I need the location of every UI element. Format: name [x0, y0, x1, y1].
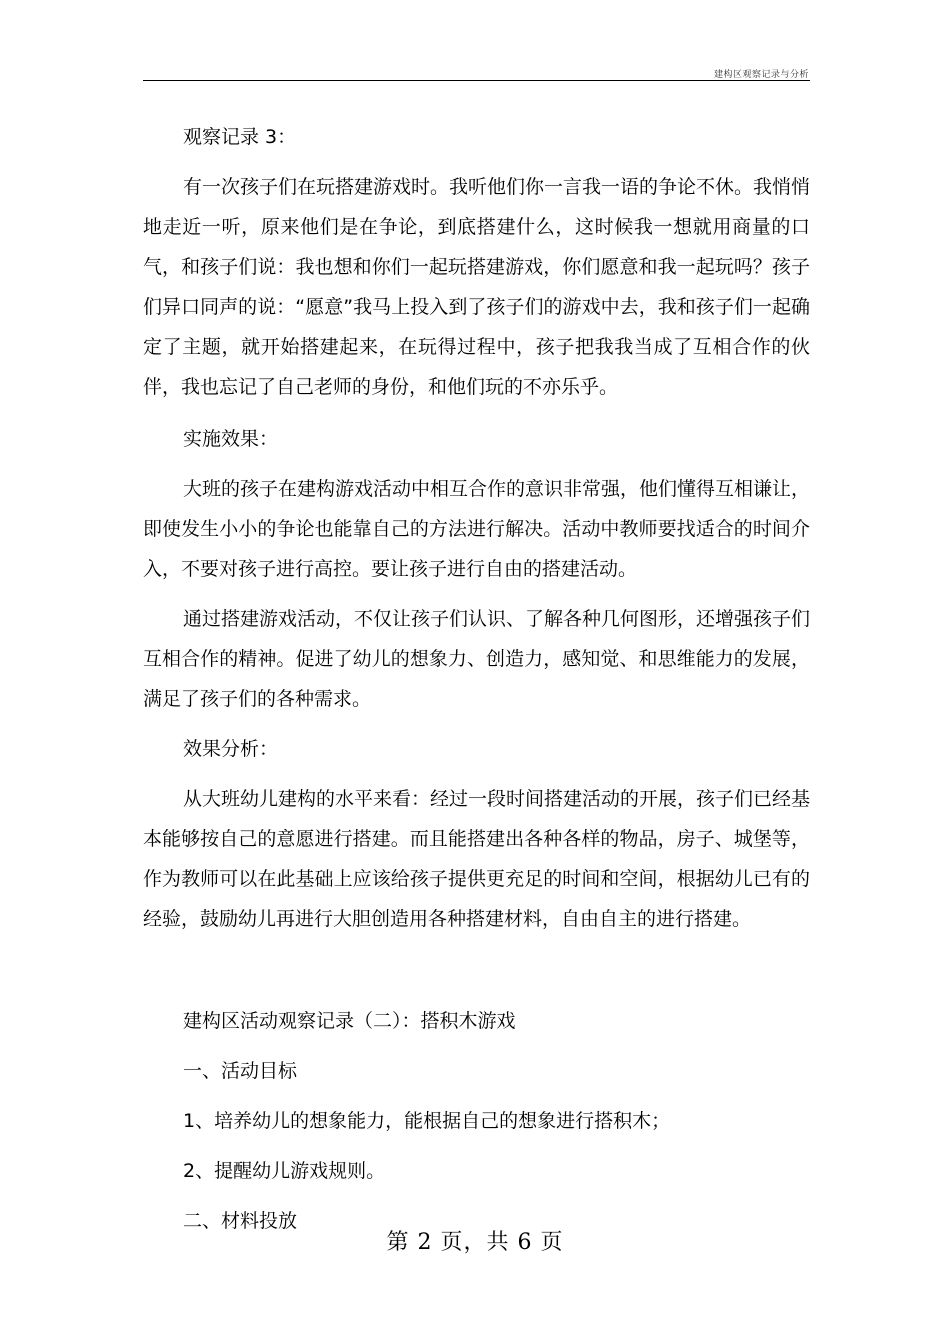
paragraph-analysis: 从大班幼儿建构的水平来看：经过一段时间搭建活动的开展，孩子们已经基本能够按自己的意愿进行搭建。而且能搭建出各种各样的物品，房子、城堡等，作为教师可以在此基础上应该给孩子提供更充足的时间和空间，根据幼儿已有的经验，鼓励幼儿再进行大胆创造用各种搭建材料，自由自主的进行搭建。 [143, 788, 811, 930]
paragraph-observation-3: 有一次孩子们在玩搭建游戏时。我听他们你一言我一语的争论不休。我悄悄地走近一听，原来他们是在争论，到底搭建什么，这时候我一想就用商量的口气，和孩子们说：我也想和你们一起玩搭建游戏，你们愿意和我一起玩吗？孩子们异口同声的说：“愿意”我马上投入到了孩子们的游戏中去，我和孩子们一起确定了主题，就开始搭建起来，在玩得过程中，孩子把我我当成了互相合作的伙伴，我也忘记了自己老师的身份，和他们玩的不亦乐乎。 [143, 176, 811, 398]
header-rule [143, 80, 810, 81]
section-heading-materials: 二、材料投放 [183, 1210, 298, 1232]
goal-item-1: 1、培养幼儿的想象能力，能根据自己的想象进行搭积木； [183, 1110, 671, 1132]
section-heading-effect: 实施效果： [183, 428, 279, 450]
running-header: 建构区观察记录与分析 [713, 70, 809, 80]
page-number-footer: 第 2 页，共 6 页 [386, 1230, 564, 1255]
paragraph-effect-1: 大班的孩子在建构游戏活动中相互合作的意识非常强，他们懂得互相谦让，即使发生小小的争论也能靠自己的方法进行解决。活动中教师要找适合的时间介入，不要对孩子进行高控。要让孩子进行自由的搭建活动。 [143, 478, 811, 580]
section-heading-analysis: 效果分析： [183, 738, 279, 760]
goal-item-2: 2、提醒幼儿游戏规则。 [183, 1160, 386, 1182]
section-heading-goals: 一、活动目标 [183, 1060, 298, 1082]
paragraph-effect-2: 通过搭建游戏活动，不仅让孩子们认识、了解各种几何图形，还增强孩子们互相合作的精神。促进了幼儿的想象力、创造力，感知觉、和思维能力的发展，满足了孩子们的各种需求。 [143, 608, 811, 710]
record-2-title: 建构区活动观察记录（二）：搭积木游戏 [183, 1010, 516, 1032]
document-body [143, 117, 810, 1241]
section-heading-observation-3: 观察记录 3： [183, 126, 297, 148]
